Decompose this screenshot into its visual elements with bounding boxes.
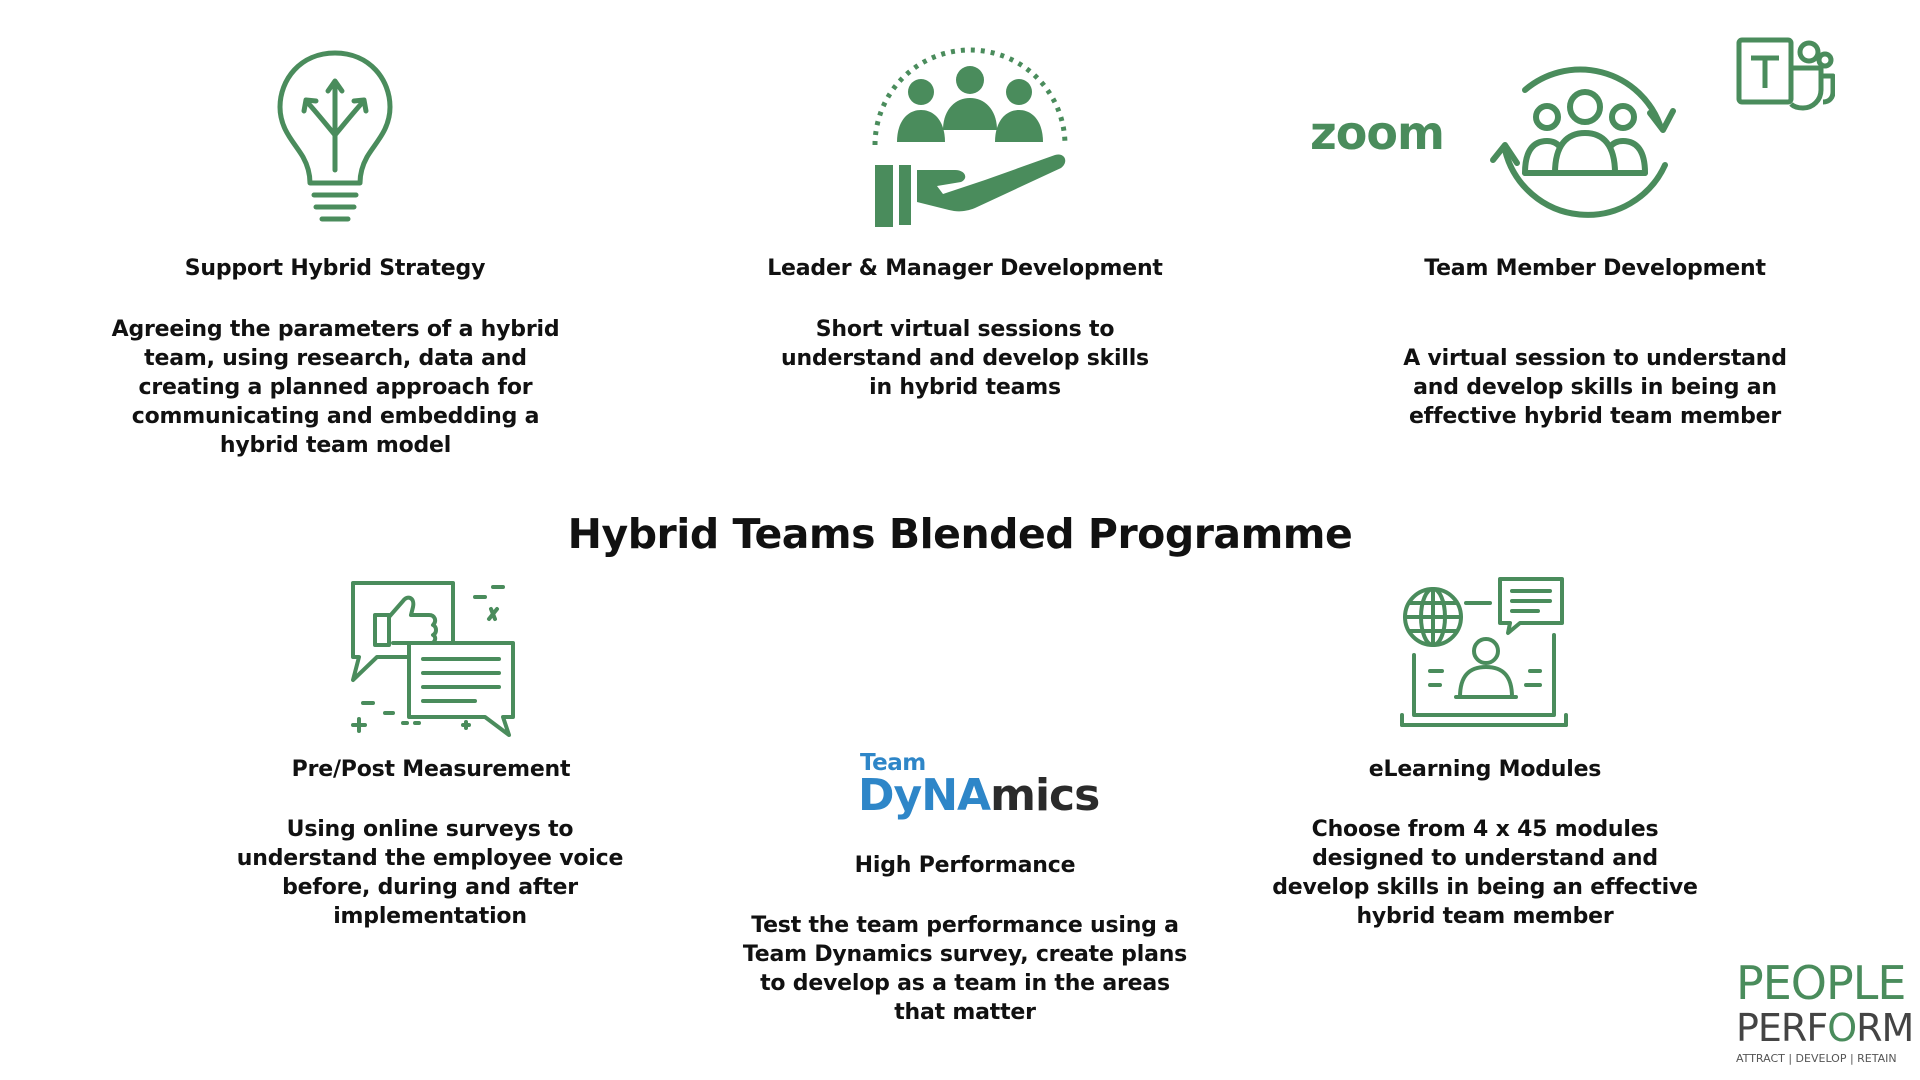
strategy-title: Support Hybrid Strategy: [184, 256, 486, 281]
member-description: A virtual session to understand and develop skills in being an effective hybrid team member: [1403, 346, 1787, 429]
performance-description: Test the team performance using a Team Dynamics survey, create plans to develop as a team in the areas that matter: [742, 913, 1188, 1025]
people-perform-tagline: ATTRACT | DEVELOP | RETAIN: [1736, 1052, 1897, 1065]
team-dynamics-logo-team: Team: [860, 750, 926, 776]
leader-description: Short virtual sessions to understand and develop skills in hybrid teams: [781, 317, 1149, 400]
people-perform-logo-part-b: RM: [1856, 1006, 1914, 1050]
hand-holding-team-icon: [865, 30, 1075, 230]
elearning-laptop-icon: [1400, 575, 1570, 735]
lightbulb-arrows-icon: [270, 45, 400, 235]
people-perform-logo-line1: PEOPLE: [1736, 956, 1906, 1010]
member-title: Team Member Development: [1424, 256, 1766, 281]
elearning-description: Choose from 4 x 45 modules designed to understand and develop skills in being an effective hybrid team member: [1272, 817, 1698, 929]
zoom-logo: zoom: [1310, 106, 1444, 160]
leader-title: Leader & Manager Development: [767, 256, 1163, 281]
feedback-chat-thumbs-up-icon: [345, 575, 520, 740]
people-perform-logo: [1736, 956, 1914, 1065]
team-dynamics-logo-part3: mics: [990, 770, 1100, 821]
page-title: Hybrid Teams Blended Programme: [567, 510, 1353, 558]
team-cycle-icon: [1485, 45, 1685, 235]
strategy-description: Agreeing the parameters of a hybrid team, using research, data and creating a planned approach for communicating and embedding a hybrid team model: [111, 317, 560, 458]
people-perform-logo-o: O: [1827, 1006, 1857, 1050]
performance-title: High Performance: [854, 853, 1076, 878]
team-dynamics-logo: [858, 770, 1099, 821]
team-dynamics-logo-part2: NA: [921, 770, 991, 821]
people-perform-logo-line2: [1736, 1006, 1914, 1050]
team-dynamics-logo-part1: Dy: [858, 770, 922, 821]
microsoft-teams-icon: [1735, 30, 1835, 115]
measurement-description: Using online surveys to understand the employee voice before, during and after implementation: [236, 817, 624, 929]
elearning-title: eLearning Modules: [1368, 757, 1602, 782]
people-perform-logo-part-a: PERF: [1736, 1006, 1828, 1050]
measurement-title: Pre/Post Measurement: [291, 757, 571, 782]
